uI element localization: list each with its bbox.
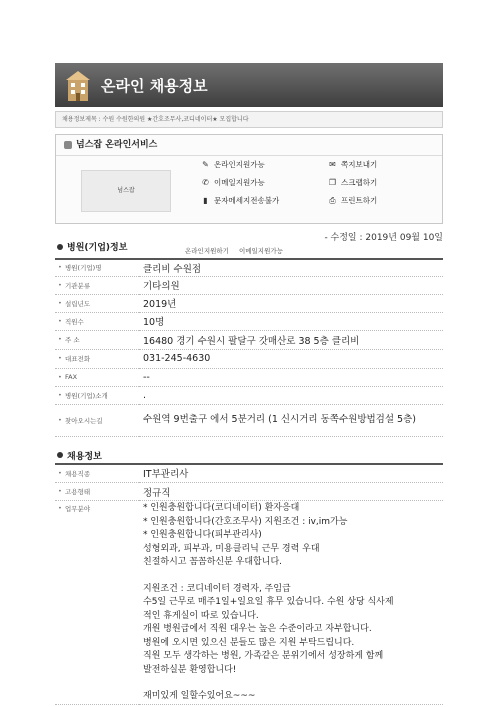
duty-description: * 인원충원합니다(코디네이터) 환자응대 * 인원충원합니다(간호조무사) 지원조건 : iv,im가능 * 인원충원합니다(피부관리사) 성형외과, 피부과, 미용클리닉 근무 경력 우대 친절하시고 꼼꼼하신분 우대합니다. 지원조건 : 코디네이터 경력자, 주임급 수5일 근무로 매주1일+일요일 휴무 있습니다. 수원 상당 식사제 적인 휴게실이 따로 있습니다. 개원 병원급에서 직원 대우는 높은 수준이라고 자부합니다. 병원에 오시면 있으신 분들도 많은 지원 부탁드립니다. 직원 모두 생각하는 병원, 가족같은 분위기에서 성장하게 함께 발전하실분 환영합니다! 재미있게 일할수있어요~~~ — [143, 503, 394, 701]
service-heading — [56, 135, 442, 156]
hospital-section-heading — [55, 232, 443, 260]
table-row: • 찾아오시는길 수원역 9번출구 에서 5분거리 (1 신시거리 동쪽수원방법검설 5층) — [55, 404, 443, 436]
send-message-link[interactable]: ✉ 쪽지보내기 — [329, 160, 378, 169]
table-row: • 주 소 16480 경기 수원시 팔달구 갓매산로 38 5층 클리비 — [55, 330, 443, 349]
modified-date: - 수정일 : 2019년 09월 10일 — [324, 233, 443, 243]
bullet-icon — [57, 452, 63, 458]
company-logo: 넘스잡 — [81, 170, 171, 212]
hospital-info-table — [55, 260, 443, 437]
sms-link[interactable]: ▮ 문자메세지전송불가 — [201, 195, 279, 206]
table-row: • 대표전화 031-245-4630 — [55, 349, 443, 368]
page-title: 온라인 채용정보 — [101, 77, 208, 95]
recruit-info-table — [55, 465, 443, 705]
building-icon — [65, 69, 91, 101]
scrap-link[interactable]: ❐ 스크랩하기 — [328, 178, 378, 187]
table-row: • FAX -- — [55, 368, 443, 386]
online-service-box — [55, 134, 443, 224]
breadcrumb: 채용정보제목 : 수원 수원한의원 ★간호조무사,코디네이터★ 모집합니다 — [55, 111, 443, 128]
print-icon: ⎙ — [329, 196, 336, 205]
email-apply-sub-link[interactable]: 이메일지원가능 — [238, 247, 283, 255]
table-row: • 기관분류 기타의원 — [55, 276, 443, 294]
table-row: • 설립년도 2019년 — [55, 294, 443, 312]
online-apply-icon: ✎ — [202, 160, 209, 169]
table-row: • 고용형태 정규직 — [55, 483, 443, 501]
scrap-icon: ❐ — [328, 178, 337, 187]
table-row: • 채용직종 IT부관리사 — [55, 465, 443, 483]
recruit-section-heading — [55, 445, 443, 465]
print-link[interactable]: ⎙ 프린트하기 — [329, 196, 378, 205]
online-apply-link[interactable]: ✎ 온라인지원가능 — [202, 160, 265, 169]
service-title: 넘스잡 온라인서비스 — [76, 140, 158, 150]
apply-online-link[interactable]: 온라인지원하기 — [185, 247, 229, 255]
table-row: • 직원수 10명 — [55, 312, 443, 330]
bullet-icon — [57, 244, 63, 250]
send-icon: ✉ — [329, 160, 336, 169]
service-icon — [64, 141, 72, 149]
recruit-section-title: 채용정보 — [67, 451, 102, 462]
job-posting-page — [55, 63, 443, 705]
hospital-sub-links — [185, 246, 283, 255]
table-row: • 업무분야 * 인원충원합니다(코디네이터) 환자응대 * 인원충원합니다(간호조무사) 지원조건 : iv,im가능 * 인원충원합니다(피부관리사) 성형외과, 피부과, 미용클리닉 근무 경력 우대 친절하시고 꼼꼼하신분 우대합니다. 지원조건 : 코디네이터 경력자, 주임급 수5일 근무로 매주1일+일요일 휴무 있습니다. 수원 상당 식사제 적인 휴게실이 따로 있습니다. 개원 병원급에서 직원 대우는 높은 수준이라고 자부합니다. 병원에 오시면 있으신 분들도 많은 지원 부탁드립니다. 직원 모두 생각하는 병원, 가족같은 분위기에서 성장하게 함께 발전하실분 환영합니다! 재미있게 일할수있어요~~~ — [55, 501, 443, 705]
hospital-section-title: 병원(기업)정보 — [67, 243, 128, 253]
table-row: • 병원(기업)명 클리비 수원점 — [55, 260, 443, 276]
table-row: • 병원(기업)소개 . — [55, 386, 443, 404]
sms-icon: ▮ — [203, 196, 208, 205]
header-bar — [55, 63, 443, 107]
email-icon: ✆ — [202, 178, 209, 187]
email-apply-link[interactable]: ✆ 이메일지원가능 — [202, 178, 265, 187]
